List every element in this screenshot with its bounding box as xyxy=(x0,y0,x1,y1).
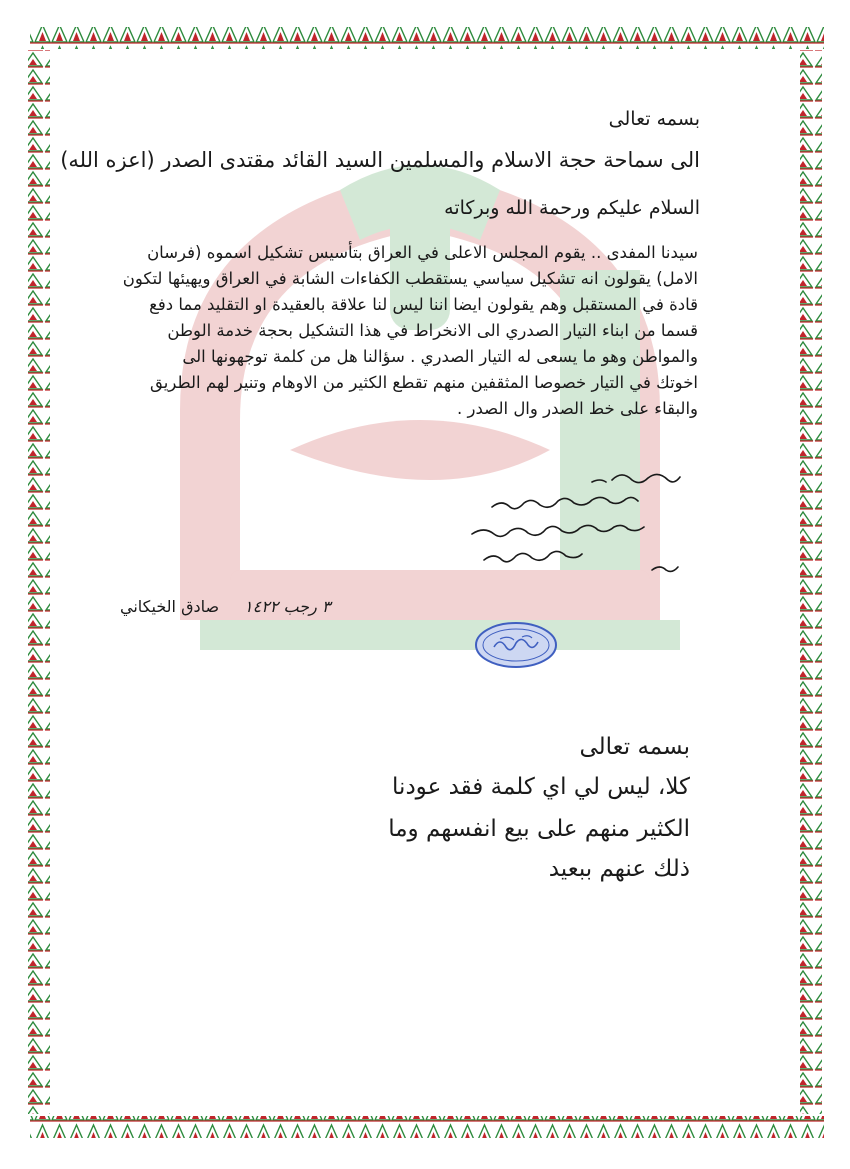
body-line: قادة في المستقبل وهم يقولون ايضا اننا ليس لنا علاقة بالعقيدة او التقليد مما دفع xyxy=(149,295,698,314)
letter-basmala: بسمه تعالى xyxy=(608,108,700,130)
handwritten-reply xyxy=(462,462,732,582)
body-line: سيدنا المفدى .. يقوم المجلس الاعلى في العراق بتأسيس تشكيل اسموه (فرسان xyxy=(147,243,698,262)
body-line: اخوتك في التيار خصوصا المثقفين منهم تقطع الكثير من الاوهام وتنير لهم الطريق xyxy=(150,373,698,392)
body-line: والمواطن وهو ما يسعى له التيار الصدري . سؤالنا هل من كلمة توجهونها الى xyxy=(182,347,698,366)
letter-signer: صادق الخيكاني xyxy=(120,597,220,616)
body-line: قسما من ابناء التيار الصدري الى الانخراط في هذا التشكيل بحجة خدمة الوطن xyxy=(167,321,698,340)
body-line: الامل) يقولون انه تشكيل سياسي يستقطب الكفاءات الشابة في العراق ويهيئها لتكون xyxy=(122,269,698,288)
transcription-line: ذلك عنهم ببعيد xyxy=(548,856,690,882)
transcription-line: بسمه تعالى xyxy=(579,734,690,760)
body-line: والبقاء على خط الصدر وال الصدر . xyxy=(457,399,698,418)
transcription-line: كلا، ليس لي اي كلمة فقد عودنا xyxy=(392,774,690,800)
letter-body xyxy=(108,240,698,422)
letter-addressee: الى سماحة حجة الاسلام والمسلمين السيد القائد مقتدى الصدر (اعزه الله) xyxy=(60,148,700,172)
seal-stamp xyxy=(474,621,558,669)
letter-greeting: السلام عليكم ورحمة الله وبركاته xyxy=(444,197,700,219)
transcription-line: الكثير منهم على بيع انفسهم وما xyxy=(388,816,690,842)
letter-date: ٣ رجب ١٤٢٢ xyxy=(244,597,331,616)
